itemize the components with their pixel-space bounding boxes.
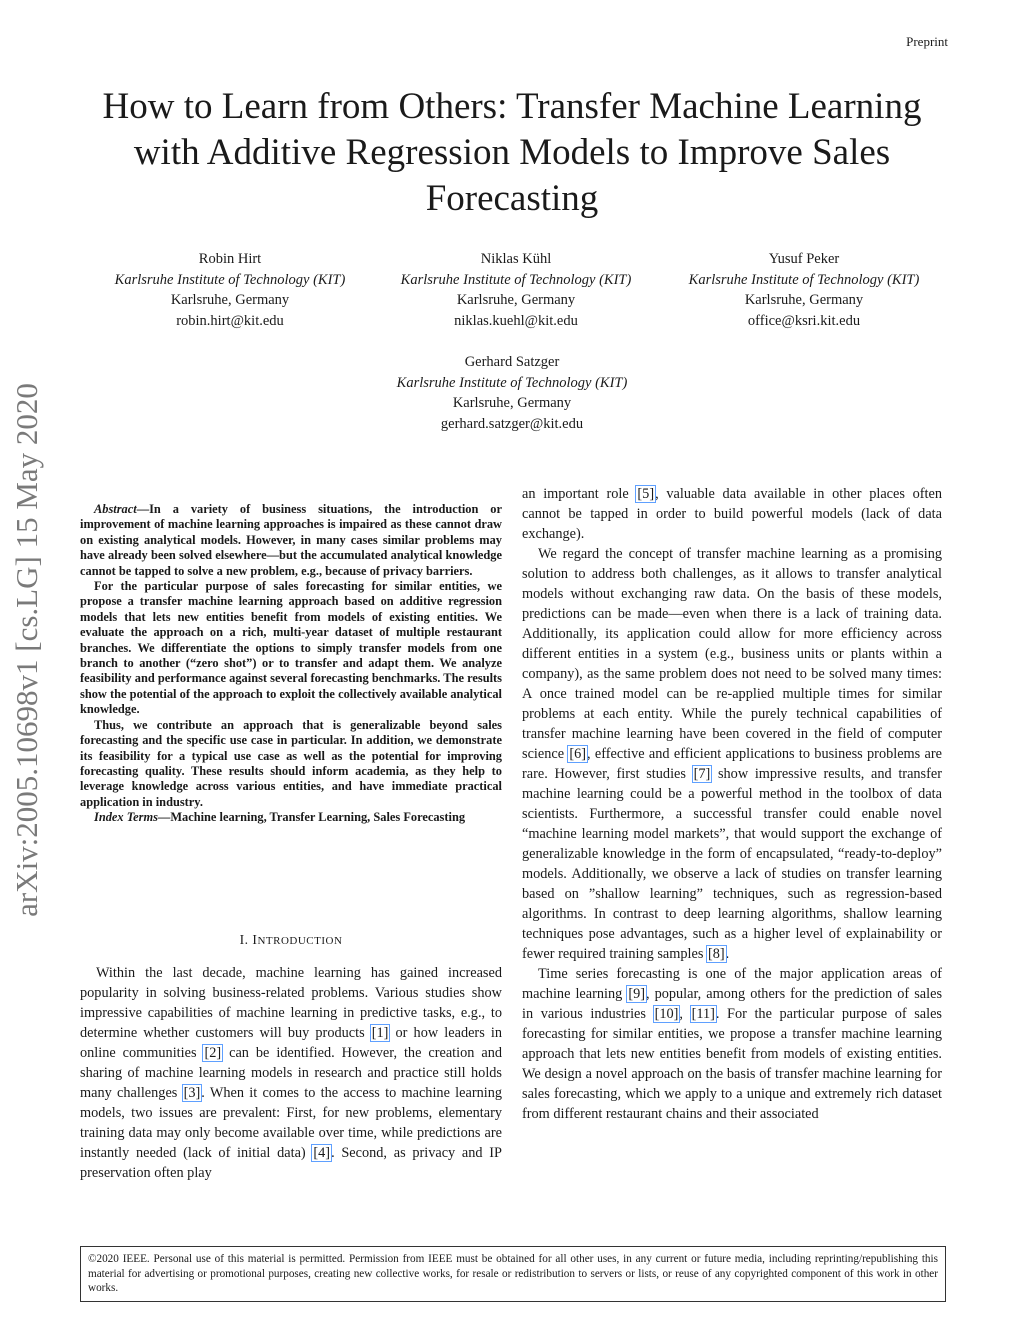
citation-link[interactable]: [4] [313,1145,331,1161]
author-affiliation: Karlsruhe Institute of Technology (KIT) [396,374,628,391]
right-column-body [522,484,942,1124]
abstract-paragraph: For the particular purpose of sales forecasting for similar entities, we propose a transfer machine learning approach based on additive regression models that lets new entities benefit from models of existing entities. We evaluate the approach on a rich, multi-year dataset of multiple restaurant branches. We differentiate the options to simply transfer models from one branch to another (“zero shot”) or to transfer and adapt them. We analyze feasibility and performance against several forecasting benchmarks. The results show the potential of the approach to exploit the collectively available analytical knowledge. [80,579,502,717]
preprint-label: Preprint [906,34,948,49]
author-affiliation: Karlsruhe Institute of Technology (KIT) [400,271,632,288]
author-email[interactable]: gerhard.satzger@kit.edu [440,415,584,432]
copyright-notice: ©2020 IEEE. Personal use of this material is permitted. Permission from IEEE must be obtained for all other uses, in any current or future media, including reprinting/republishing this material for advertising or promotional purposes, creating new collective works, for resale or redistribution to servers or lists, or reuse of any copyrighted component of this work in other works. [80,1246,946,1302]
section-heading-introduction: I. INTRODUCTION [239,932,343,947]
author-location: Karlsruhe, Germany [744,292,864,308]
author-block-1 [80,249,380,331]
citation-link[interactable]: [9] [628,986,645,1002]
author-location: Karlsruhe, Germany [170,292,290,308]
intro-paragraph: Within the last decade, machine learning has gained increased popularity in solving business-related problems. Various studies show impressive capabilities of machine learning in predictive tasks, e.g., to determine whether customers will buy products [1] or how leaders in online communities [2] can be identified. However, the creation and sharing of machine learning models in research and practice still holds many challenges [3]. When it comes to the access to machine learning models, two issues are prevalent: First, for new problems, elementary training data may only become available over time, while predictions are instantly needed (lack of initial data) [4]. Second, as privacy and IP preservation often play [80,965,503,1181]
author-location: Karlsruhe, Germany [452,395,572,411]
arxiv-identifier[interactable]: arXiv:2005.10698v1 [cs.LG] 15 May 2020 [9,383,44,917]
citation-link[interactable]: [11] [691,1006,715,1022]
citation-link[interactable]: [2] [204,1045,222,1061]
citation-link[interactable]: [1] [371,1025,389,1041]
author-location: Karlsruhe, Germany [456,292,576,308]
author-email[interactable]: office@ksri.kit.edu [747,312,861,329]
author-email[interactable]: robin.hirt@kit.edu [176,312,284,329]
left-column-body [80,963,502,1183]
author-name: Yusuf Peker [768,251,840,267]
abstract [80,502,502,826]
paper-title: How to Learn from Others: Transfer Machine Learning with Additive Regression Models to Improve Sales Forecasting [102,86,922,219]
author-block-2 [366,249,666,331]
author-name: Gerhard Satzger [464,354,560,370]
citation-link[interactable]: [3] [183,1085,201,1101]
intro-heading-wrap [80,930,502,951]
citation-link[interactable]: [8] [708,946,725,962]
citation-link[interactable]: [7] [693,766,711,782]
author-affiliation: Karlsruhe Institute of Technology (KIT) [688,271,920,288]
index-terms-text: —Machine learning, Transfer Learning, Sales Forecasting [157,810,466,825]
author-email[interactable]: niklas.kuehl@kit.edu [454,312,578,329]
index-terms-label: Index Terms [94,810,158,825]
author-block-4 [362,352,662,434]
abstract-text: —In a variety of business situations, the introduction or improvement of machine learning approaches is impaired as these cannot draw on existing analytical models. However, in many cases similar problems may have already been solved elsewhere—but the accumulated analytical knowledge cannot be tapped to solve a new problem, e.g., because of privacy barriers. [80,502,502,578]
index-terms [80,810,502,825]
body-paragraph: We regard the concept of transfer machine learning as a promising solution to address both challenges, as it allows to transfer analytical models without exchanging raw data. On the basis of these models, predictions can be made—even when there is a lack of training data. Additionally, its application could allow for more efficiency across different entities in a system (e.g., business units or plants within a company), as the same problem does not need to be solved many times: A once trained model can be re-applied multiple times for similar problems at each entity. While the purely technical capabilities of transfer machine learning have been covered in the field of computer science [6], effective and efficient applications to business problems are rare. However, first studies [7] show impressive results, and transfer machine learning could be a powerful method in the toolbox of data scientists. Furthermore, a successful transfer could enable novel “machine learning model markets”, that would support the exchange of generalizable knowledge in the form of encapsulated, “ready-to-deploy” models. Additionally, we observe a lack of studies on transfer learning based on ”shallow learning” techniques, such as regression-based algorithms. In contrast to deep learning algorithms, shallow learning techniques pose advantages, such as a higher level of explainability or fewer required training samples [8]. [522,546,942,962]
abstract-paragraph: Thus, we contribute an approach that is generalizable beyond sales forecasting and the specific use case in particular. In addition, we demonstrate its feasibility for a typical use case as well as the potential for improving forecasting quality. These results should inform academia, as they help to leverage knowledge across various entities, and have immediate practical application in industry. [80,717,502,809]
author-affiliation: Karlsruhe Institute of Technology (KIT) [114,271,346,288]
author-name: Niklas Kühl [480,251,552,267]
body-paragraph: an important role [5], valuable data available in other places often cannot be tapped in order to build powerful models (lack of data exchange). [522,486,942,542]
author-name: Robin Hirt [198,251,262,267]
abstract-label: Abstract [94,502,137,516]
abstract-paragraph [80,502,502,579]
citation-link[interactable]: [10] [654,1006,679,1022]
citation-link[interactable]: [5] [637,486,655,502]
body-paragraph: Time series forecasting is one of the major application areas of machine learning [9], popular, among others for the prediction of sales in various industries [10], [11]. For the particular purpose of sales forecasting for similar entities, we propose a transfer machine learning approach that lets new entities benefit from models of existing entities. We design a novel approach on the basis of transfer machine learning for sales forecasting, which we apply to a unique and extremely rich dataset from different restaurant chains and their associated [522,966,943,1122]
author-block-3 [654,249,954,331]
citation-link[interactable]: [6] [569,746,587,762]
